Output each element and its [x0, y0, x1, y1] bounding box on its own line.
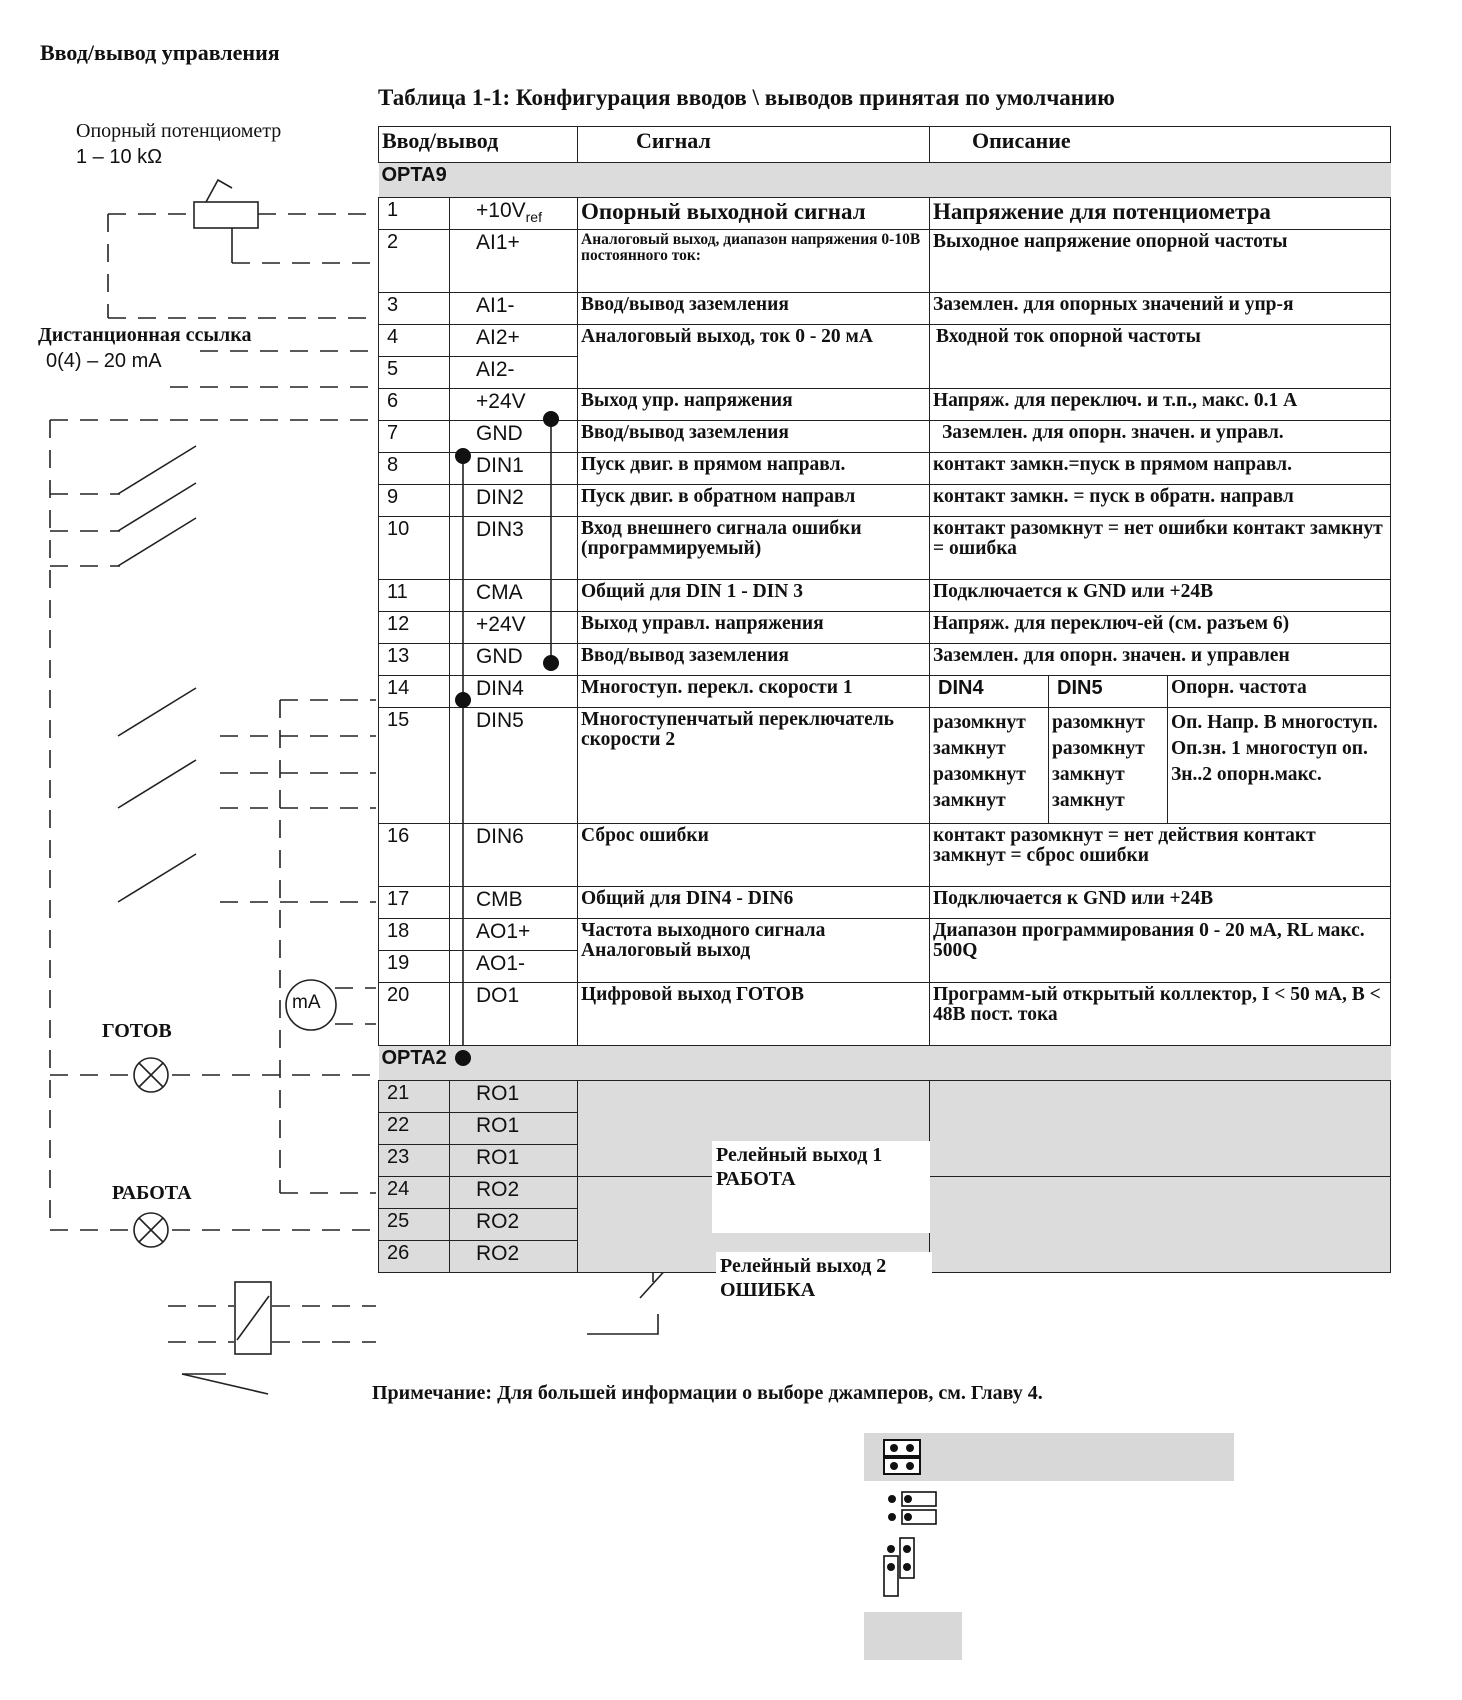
table-row: [379, 325, 1391, 357]
table-row: [379, 644, 1391, 676]
terminal-name: DIN4: [450, 676, 578, 708]
terminal-name: $+10V_{ref}$: [450, 198, 578, 230]
table-row: [379, 517, 1391, 580]
table-row: [379, 983, 1391, 1046]
terminal-name: RO2: [450, 1209, 578, 1241]
terminal-number: 22: [379, 1113, 450, 1145]
jumper-vertical-icon: [882, 1536, 932, 1600]
potentiometer-range: 1 – 10 kΩ: [76, 146, 163, 168]
signal-cell: Ввод/вывод заземления: [578, 644, 930, 676]
jumper-legend-row: [864, 1536, 1234, 1600]
terminal-number: 26: [379, 1241, 450, 1273]
terminal-number: 21: [379, 1081, 450, 1113]
description-cell: контакт замкн. = пуск в обратн. направл: [930, 485, 1391, 517]
signal-cell: Пуск двиг. в обратном направл: [578, 485, 930, 517]
junction-dot: [543, 655, 559, 671]
relay1-desc-cell: [930, 1081, 1391, 1177]
terminal-number: 18: [379, 919, 450, 951]
signal-cell: Пуск двиг. в прямом направл.: [578, 453, 930, 485]
table-row: [379, 198, 1391, 230]
terminal-number: 12: [379, 612, 450, 644]
terminal-number: 19: [379, 951, 450, 983]
jumper-closed-icon: [882, 1437, 922, 1477]
table-row: [379, 230, 1391, 293]
description-cell: Заземлен. для опорн. значен. и управлен: [930, 644, 1391, 676]
terminal-number: 15: [379, 708, 450, 824]
din5-header: DIN5: [1049, 676, 1168, 708]
description-cell: контакт разомкнут = нет ошибки контакт замкнут = ошибка: [930, 517, 1391, 580]
ma-meter-label: mA: [292, 992, 321, 1013]
terminal-name: RO2: [450, 1177, 578, 1209]
terminal-name: AI2+: [450, 325, 578, 357]
header-signal: Сигнал: [578, 127, 930, 163]
terminal-name: AI1-: [450, 293, 578, 325]
terminal-name: RO1: [450, 1081, 578, 1113]
table-caption: Таблица 1-1: Конфигурация вводов \ выводов принятая по умолчанию: [378, 85, 1115, 110]
terminal-name: AI2-: [450, 357, 578, 389]
terminal-name: AI1+: [450, 230, 578, 293]
junction-dot: [455, 692, 471, 708]
terminal-number: 20: [379, 983, 450, 1046]
signal-cell: Общий для DIN 1 - DIN 3: [578, 580, 930, 612]
table-row: [379, 887, 1391, 919]
terminal-number: 17: [379, 887, 450, 919]
terminal-name: GND: [450, 644, 578, 676]
terminal-name: DIN3: [450, 517, 578, 580]
signal-cell: Опорный выходной сигнал: [578, 198, 930, 230]
run-lamp-label: РАБОТА: [112, 1182, 192, 1204]
signal-cell: Цифровой выход ГОТОВ: [578, 983, 930, 1046]
table-row: [379, 580, 1391, 612]
table-header-row: [379, 127, 1391, 163]
remote-ref-label: Дистанционная ссылка: [38, 324, 252, 346]
terminal-name: DIN1: [450, 453, 578, 485]
terminal-number: 25: [379, 1209, 450, 1241]
io-config-table: [378, 126, 1391, 1273]
terminal-name: DIN5: [450, 708, 578, 824]
terminal-name: RO2: [450, 1241, 578, 1273]
terminal-number: 8: [379, 453, 450, 485]
description-cell: Диапазон программирования 0 - 20 мА, RL макс. 500Q: [930, 919, 1391, 983]
din4-states: разомкнут замкнут разомкнут замкнут: [930, 708, 1049, 824]
description-cell: Выходное напряжение опорной частоты: [930, 230, 1391, 293]
terminal-number: 14: [379, 676, 450, 708]
relay2-desc-cell: [930, 1177, 1391, 1273]
terminal-name: RO1: [450, 1113, 578, 1145]
table-row: [379, 453, 1391, 485]
ready-lamp-label: ГОТОВ: [102, 1020, 172, 1042]
terminal-name: +24V: [450, 389, 578, 421]
terminal-number: 23: [379, 1145, 450, 1177]
description-cell: Входной ток опорной частоты: [930, 325, 1391, 389]
group-row-opta9: [379, 163, 1391, 198]
signal-cell: Ввод/вывод заземления: [578, 421, 930, 453]
description-cell: Заземлен. для опорн. значен. и управл.: [930, 421, 1391, 453]
signal-cell: Сброс ошибки: [578, 824, 930, 887]
terminal-number: 11: [379, 580, 450, 612]
signal-cell: Многоступ. перекл. скорости 1: [578, 676, 930, 708]
description-cell: Программ-ый открытый коллектор, I < 50 мА, В < 48В пост. тока: [930, 983, 1391, 1046]
terminal-name: +24V: [450, 612, 578, 644]
terminal-name: GND: [450, 421, 578, 453]
junction-dot: [455, 1050, 471, 1066]
signal-cell: Выход упр. напряжения: [578, 389, 930, 421]
terminal-name: CMA: [450, 580, 578, 612]
table-row: [379, 485, 1391, 517]
table-row: [379, 421, 1391, 453]
terminal-name: DIN2: [450, 485, 578, 517]
signal-cell: Ввод/вывод заземления: [578, 293, 930, 325]
description-cell: контакт замкн.=пуск в прямом направл.: [930, 453, 1391, 485]
table-row: [379, 389, 1391, 421]
junction-dot: [543, 411, 559, 427]
din4-header: DIN4: [930, 676, 1049, 708]
description-cell: Напряжение для потенциометра: [930, 198, 1391, 230]
jumper-horizontal-icon: [882, 1488, 942, 1528]
footnote: Примечание: Для большей информации о выборе джамперов, см. Главу 4.: [372, 1382, 1043, 1404]
signal-cell: Вход внешнего сигнала ошибки (программируемый): [578, 517, 930, 580]
terminal-name: AO1-: [450, 951, 578, 983]
jumper-legend-row: [864, 1486, 1234, 1530]
terminal-number: 7: [379, 421, 450, 453]
relay2-label: Релейный выход 2 ОШИБКА: [716, 1252, 932, 1342]
terminal-number: 3: [379, 293, 450, 325]
remote-ref-range: 0(4) – 20 mA: [46, 350, 162, 372]
freq-header: Опорн. частота: [1168, 676, 1391, 708]
relay1-label: Релейный выход 1 РАБОТА: [712, 1141, 930, 1233]
terminal-name: AO1+: [450, 919, 578, 951]
header-io: Ввод/вывод: [379, 127, 578, 163]
terminal-number: 4: [379, 325, 450, 357]
table-row: [379, 824, 1391, 887]
description-cell: Подключается к GND или +24В: [930, 887, 1391, 919]
terminal-number: 6: [379, 389, 450, 421]
terminal-number: 16: [379, 824, 450, 887]
table-row: [379, 293, 1391, 325]
terminal-number: 13: [379, 644, 450, 676]
terminal-number: 24: [379, 1177, 450, 1209]
description-cell: Напряж. для переключ. и т.п., макс. 0.1 А: [930, 389, 1391, 421]
jumper-legend-row: [864, 1433, 1234, 1481]
group-opta2: OPTA2: [379, 1046, 1391, 1081]
description-cell: Заземлен. для опорных значений и упр-я: [930, 293, 1391, 325]
terminal-name: DIN6: [450, 824, 578, 887]
jumper-legend-swatch: [864, 1612, 962, 1660]
description-cell: контакт разомкнут = нет действия контакт замкнут = сброс ошибки: [930, 824, 1391, 887]
terminal-number: 9: [379, 485, 450, 517]
signal-cell: Многоступенчатый переключатель скорости 2: [578, 708, 930, 824]
terminal-number: 10: [379, 517, 450, 580]
terminal-name: CMB: [450, 887, 578, 919]
signal-cell: Аналоговый выход, диапазон напряжения 0-10В постоянного ток:: [578, 230, 930, 293]
terminal-number: 2: [379, 230, 450, 293]
description-cell: Напряж. для переключ-ей (см. разъем 6): [930, 612, 1391, 644]
table-row: [379, 708, 1391, 824]
signal-cell: Аналоговый выход, ток 0 - 20 мА: [578, 325, 930, 389]
potentiometer-label: Опорный потенциометр: [76, 120, 282, 142]
freq-states: Оп. Напр. В многоступ. Оп.зн. 1 многоступ оп. Зн..2 опорн.макс.: [1168, 708, 1391, 824]
signal-cell: Общий для DIN4 - DIN6: [578, 887, 930, 919]
signal-cell: Выход управл. напряжения: [578, 612, 930, 644]
table-row: [379, 919, 1391, 951]
header-description: Описание: [930, 127, 1391, 163]
table-row: [379, 612, 1391, 644]
group-opta9: OPTA9: [379, 163, 1391, 198]
din5-states: разомкнут разомкнут замкнут замкнут: [1049, 708, 1168, 824]
description-cell: Подключается к GND или +24В: [930, 580, 1391, 612]
junction-dot: [455, 448, 471, 464]
terminal-number: 1: [379, 198, 450, 230]
terminal-name: RO1: [450, 1145, 578, 1177]
terminal-number: 5: [379, 357, 450, 389]
group-row-opta2: [379, 1046, 1391, 1081]
signal-cell: Частота выходного сигнала Аналоговый выход: [578, 919, 930, 983]
section-title: Ввод/вывод управления: [40, 40, 280, 65]
table-row: [379, 1081, 1391, 1113]
table-row: [379, 676, 1391, 708]
terminal-name: DO1: [450, 983, 578, 1046]
